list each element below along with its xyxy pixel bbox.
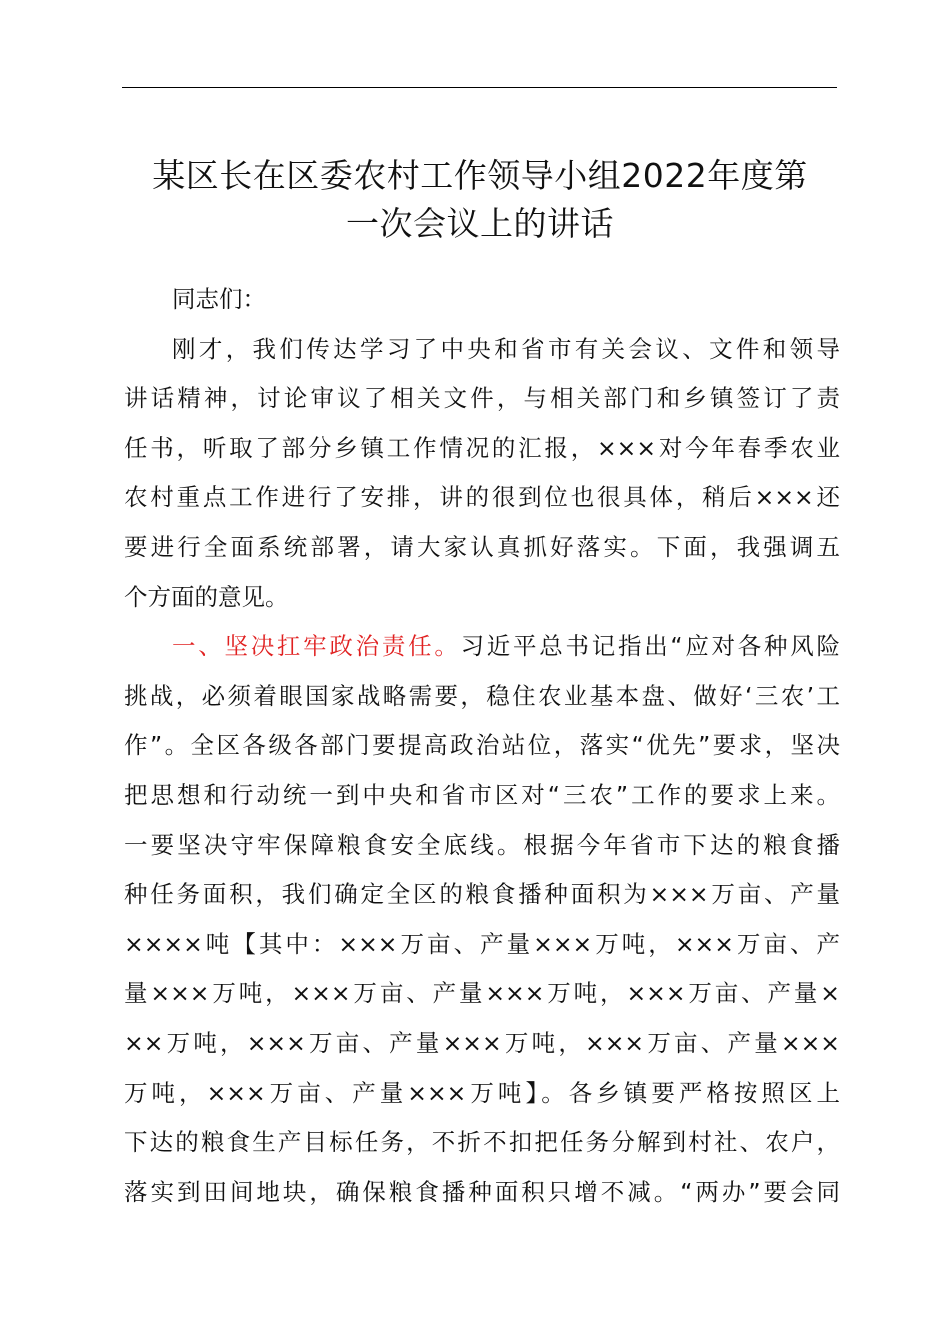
document-title <box>110 152 850 248</box>
paragraph-line: ××××吨【其中：×××万亩、产量×××万吨，×××万亩、产 <box>124 929 840 958</box>
paragraph-line: 挑战，必须着眼国家战略需要，稳住农业基本盘、做好‘三农’工 <box>124 681 840 710</box>
paragraph-line: 要进行全面系统部署，请大家认真抓好落实。下面，我强调五 <box>124 532 840 561</box>
paragraph-line: 量×××万吨，×××万亩、产量×××万吨，×××万亩、产量× <box>124 979 840 1008</box>
paragraph-line: 任书，听取了部分乡镇工作情况的汇报，×××对今年春季农业 <box>124 433 840 462</box>
paragraph-line: 个方面的意见。 <box>124 582 289 611</box>
title-line: 某区长在区委农村工作领导小组2022年度第 <box>152 156 808 195</box>
paragraph-line: 下达的粮食生产目标任务，不折不扣把任务分解到村社、农户， <box>124 1128 840 1157</box>
section-political-responsibility <box>124 622 840 1217</box>
section-heading: 一、坚决扛牢政治责任。 <box>172 632 461 661</box>
paragraph-line: 把思想和行动统一到中央和省市区对“三农”工作的要求上来。 <box>124 780 840 809</box>
paragraph-line: ××万吨，×××万亩、产量×××万吨，×××万亩、产量××× <box>124 1028 840 1057</box>
paragraph-opening <box>124 325 840 623</box>
section-first-line <box>124 622 840 672</box>
salutation: 同志们： <box>172 285 266 313</box>
paragraph-line: 作”。全区各级各部门要提高政治站位，落实“优先”要求，坚决 <box>124 731 840 760</box>
paragraph-line: 农村重点工作进行了安排，讲的很到位也很具体，稍后×××还 <box>124 483 840 512</box>
section-first-line-text: 习近平总书记指出“应对各种风险 <box>460 632 840 661</box>
paragraph-line: 一要坚决守牢保障粮食安全底线。根据今年省市下达的粮食播 <box>124 830 840 859</box>
paragraph-line: 万吨，×××万亩、产量×××万吨】。各乡镇要严格按照区上 <box>124 1078 840 1107</box>
paragraph-line: 落实到田间地块，确保粮食播种面积只增不减。“两办”要会同 <box>124 1177 840 1206</box>
document-body <box>124 275 840 1217</box>
paragraph-line: 种任务面积，我们确定全区的粮食播种面积为×××万亩、产量 <box>124 880 840 909</box>
title-line: 一次会议上的讲话 <box>346 204 614 243</box>
paragraph-line: 刚才，我们传达学习了中央和省市有关会议、文件和领导 <box>172 334 840 363</box>
paragraph-line: 讲话精神，讨论审议了相关文件，与相关部门和乡镇签订了责 <box>124 384 840 413</box>
header-rule <box>122 87 837 88</box>
